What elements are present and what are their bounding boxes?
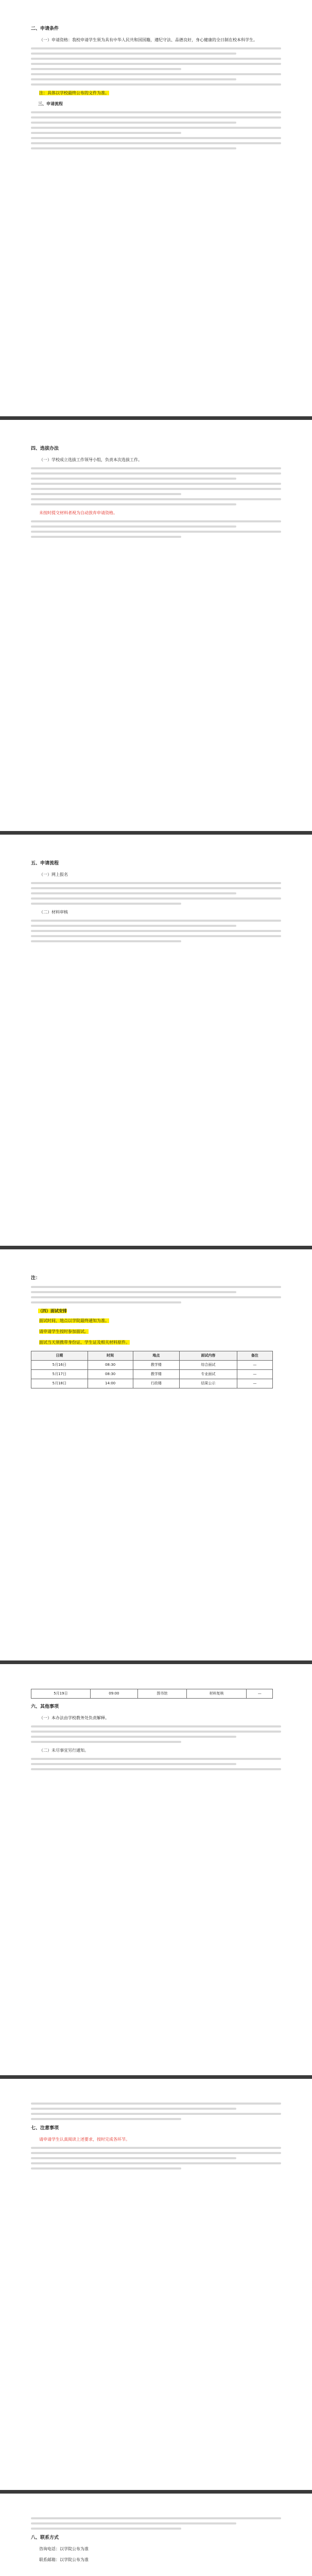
- table-cell: 材料复核: [186, 1689, 247, 1699]
- table-cell: 专业面试: [180, 1370, 237, 1379]
- text-block: [31, 1286, 281, 1303]
- table-cell: —: [247, 1689, 273, 1699]
- section-title: 四、选拔办法: [31, 446, 59, 451]
- document-page-4: [0, 1249, 312, 1660]
- table-row: [31, 1361, 273, 1370]
- document-page-3: [0, 835, 312, 1246]
- text-block: [31, 2517, 281, 2530]
- text-block: [31, 2147, 281, 2170]
- schedule-table: [31, 1351, 273, 1388]
- table-cell: 5月18日: [31, 1379, 88, 1388]
- table-header-cell: 面试内容: [180, 1351, 237, 1361]
- table-cell: —: [237, 1379, 272, 1388]
- table-cell: 09:00: [90, 1689, 137, 1699]
- red-notice: 未按时提交材料者视为自动放弃申请资格。: [39, 511, 117, 515]
- paragraph: （一）学校成立选拔工作领导小组，负责本次选拔工作。: [39, 457, 142, 462]
- document-page-5: [0, 1664, 312, 2075]
- section-title: 八、联系方式: [31, 2535, 59, 2540]
- table-row: [31, 1370, 273, 1379]
- table-header-cell: 时间: [88, 1351, 133, 1361]
- paragraph: （一）网上报名: [39, 872, 68, 877]
- table-cell: 行政楼: [133, 1379, 179, 1388]
- paragraph: （二）未尽事宜另行通知。: [39, 1748, 89, 1753]
- paragraph: 联系邮箱：以学院公布为准: [39, 2557, 89, 2562]
- document-page-7: [0, 2494, 312, 2576]
- table-row: [31, 1689, 273, 1699]
- text-block: [31, 1725, 281, 1743]
- highlighted-line: 请申请学生按时参加面试。: [39, 1329, 89, 1334]
- paragraph: （一）本办法由学校教务处负责解释。: [39, 1716, 109, 1720]
- paragraph: （一）申请资格：我校申请学生须为具有中华人民共和国国籍，遵纪守法、品德良好，身心健康的全日制在校本科学生。: [39, 38, 257, 42]
- text-block: [31, 111, 281, 149]
- table-cell: 图书馆: [137, 1689, 186, 1699]
- document-page-1: [0, 0, 312, 416]
- section-title: 二、申请条件: [31, 26, 59, 31]
- table-header-row: [31, 1351, 273, 1361]
- table-cell: —: [237, 1370, 272, 1379]
- highlighted-line: 面试当天须携带身份证、学生证及相关材料原件。: [39, 1340, 130, 1345]
- highlighted-note: 注：具体以学校最终公布的文件为准。: [39, 91, 109, 95]
- text-block: [31, 2103, 281, 2120]
- paragraph: 咨询电话：以学院公布为准: [39, 2547, 89, 2551]
- highlighted-line: 面试时间、地点以学院最终通知为准。: [39, 1318, 109, 1323]
- section-title: 六、其他事项: [31, 1704, 59, 1709]
- table-cell: 5月16日: [31, 1361, 88, 1370]
- table-row: [31, 1379, 273, 1388]
- table-header-cell: 地点: [133, 1351, 179, 1361]
- table-cell: 结果公示: [180, 1379, 237, 1388]
- table-cell: 综合面试: [180, 1361, 237, 1370]
- table-cell: 14:00: [88, 1379, 133, 1388]
- text-block: [31, 920, 281, 942]
- table-cell: 5月17日: [31, 1370, 88, 1379]
- table-cell: 教学楼: [133, 1361, 179, 1370]
- schedule-table-continued: [31, 1689, 273, 1699]
- document-page-2: [0, 420, 312, 831]
- section-title: 七、注意事项: [31, 2126, 59, 2131]
- text-block: [31, 520, 281, 538]
- text-block: [31, 882, 281, 905]
- text-block: [31, 1758, 281, 1770]
- paragraph: （二）材料审核: [39, 910, 68, 914]
- table-cell: 教学楼: [133, 1370, 179, 1379]
- section-title: 五、申请流程: [31, 861, 59, 866]
- table-cell: —: [237, 1361, 272, 1370]
- table-cell: 5月19日: [31, 1689, 91, 1699]
- red-notice: 请申请学生认真阅读上述要求，按时完成各环节。: [39, 2137, 130, 2142]
- table-header-cell: 日期: [31, 1351, 88, 1361]
- subsection-title: 三、申请流程: [38, 101, 63, 106]
- document-page-6: [0, 2079, 312, 2490]
- highlighted-title: （四）面试安排: [38, 1309, 67, 1313]
- text-block: [31, 467, 281, 505]
- notes-header: 注：: [31, 1276, 41, 1281]
- table-cell: 08:30: [88, 1361, 133, 1370]
- text-block: [31, 47, 281, 86]
- table-header-cell: 备注: [237, 1351, 272, 1361]
- table-cell: 08:30: [88, 1370, 133, 1379]
